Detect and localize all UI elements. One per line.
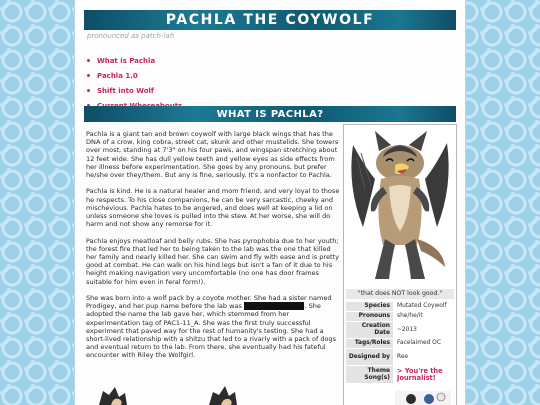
portrait-caption: "that does NOT look good." <box>346 289 454 299</box>
info-key: Pronouns <box>346 312 393 321</box>
paragraph-text: . She adopted the name the lab gave her, which stemmed from her experimentation tag of PAC1-11_A. She was the first truly successful experiment that paved way for the rest of humanity's testing. She had a short-lived relationship with a shitzu that led to a rivarly with a pack of dogs and eventual return to the lab. From there, she eventually had his fateful encounter with Riley the Wolfgirl. <box>86 302 337 360</box>
bullet-icon <box>87 59 90 62</box>
info-key: Tags/Roles <box>346 339 393 348</box>
info-row-tags <box>346 339 454 348</box>
table-of-contents <box>87 53 182 113</box>
title-banner <box>84 10 456 30</box>
redacted-block <box>244 302 304 310</box>
character-portrait <box>345 127 455 287</box>
gallery-thumbnails <box>89 383 289 405</box>
info-value: Ree <box>397 353 409 360</box>
info-row-theme-songs <box>346 366 454 383</box>
toc-link-label: Shift into Wolf <box>97 86 154 95</box>
companion-thumbnail-image <box>345 387 455 405</box>
page-title: PACHLA THE COYWOLF <box>165 12 375 28</box>
info-value: Facelaimed OC <box>397 340 441 347</box>
info-row-creation-date <box>346 322 454 338</box>
paragraph: Pachla is kind. He is a natural healer and mom friend, and very loyal to those he respects. To his close companions, he can be very sarcastic, cheeky and mischevious. Pachla hates to be angered, and does well at keeping a lid on unless someone she loves is pulled into the stew. At her worse, she will do harm and not show any remorse for it. <box>86 187 340 229</box>
theme-song-link[interactable]: > You're the Journalist! <box>397 366 443 382</box>
paragraph: Pachla is a giant tan and brown coywolf with large black wings that has the DNA of a crow, king cobra, street cat, skunk and other mustelids. She towers over most, standing at 7'3" on his four paws, and wingspan stretching about 12 feet wide. She has dull yellow teeth and yellow eyes as side effects from her illness before experimentation. She goes by any pronouns, but prefer he/she over they/them. But any is fine, seriously. It's a nonfactor to Pachla. <box>86 130 339 180</box>
info-key: Creation Date <box>346 322 393 338</box>
paragraph <box>86 294 341 360</box>
paragraph-text: She was born into a wolf pack by a coyote mother. She had a sister named Prodigey, and her pup name before the lab was <box>86 294 332 311</box>
info-value: Mutated Coywolf <box>397 303 447 310</box>
info-row-species <box>346 302 454 311</box>
section-title: WHAT IS PACHLA? <box>216 108 324 120</box>
character-infobox <box>343 124 457 405</box>
section-header <box>84 106 456 122</box>
bullet-icon <box>87 74 90 77</box>
bullet-icon <box>87 89 90 92</box>
article-body <box>86 130 341 368</box>
wolf-thumbnail-images <box>89 383 289 405</box>
toc-link-label: Pachla 1.0 <box>97 71 138 80</box>
info-row-designer <box>346 349 454 365</box>
info-value: ~2013 <box>397 326 417 333</box>
info-value: she/he/it <box>397 313 423 320</box>
info-key: Theme Song(s) <box>346 366 393 383</box>
pronunciation-subtitle: pronounced as patch-lah <box>87 32 175 40</box>
toc-item-shift-into-wolf[interactable] <box>87 83 182 98</box>
info-key: Species <box>346 302 393 311</box>
toc-item-what-is-pachla[interactable] <box>87 53 182 68</box>
page-container <box>75 0 465 405</box>
toc-item-pachla-1-0[interactable] <box>87 68 182 83</box>
paragraph: Pachla enjoys meatloaf and belly rubs. She has pyrophobia due to her youth; the forest fire that led her to being taken to the lab was the one that killed her family and nearly killed her. She can swim and fly with ease and is pretty good at combat. He can walk on his hind legs but isn't a fan of it due to his height making navigation very uncomfortable (no one has door frames suitable for him even in feral form!). <box>86 236 339 286</box>
info-key: Designed by <box>346 349 393 365</box>
toc-link-label: What is Pachla <box>97 56 156 65</box>
info-row-pronouns <box>346 312 454 321</box>
